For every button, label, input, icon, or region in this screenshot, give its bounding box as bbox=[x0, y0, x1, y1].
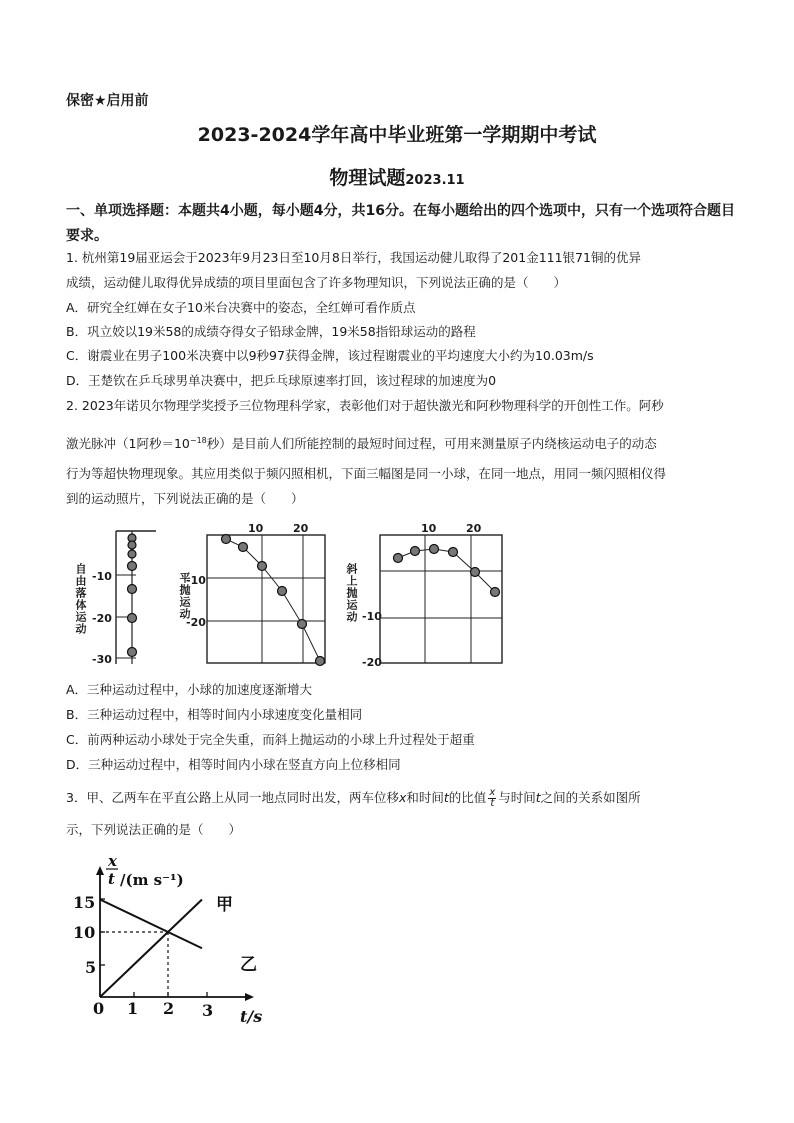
q1-option-b: B．巩立姣以19米58的成绩夺得女子铅球金牌，19米58指铅球运动的路程 bbox=[66, 324, 476, 339]
subject-title: 物理试题 bbox=[329, 167, 406, 189]
q2-stem-line2-b: 秒）是目前人们所能控制的最短时间过程，可用来测量原子内绕核运动电子的动态 bbox=[206, 436, 657, 452]
q3-ylabel-unit: /(m s⁻¹) bbox=[120, 871, 184, 889]
fig2-top-tick-10: 10 bbox=[248, 522, 264, 535]
q2-option-b: B．三种运动过程中，相等时间内小球速度变化量相同 bbox=[66, 707, 363, 722]
fig2-side-tick-10: -10 bbox=[186, 574, 206, 587]
q2-option-c: C．前两种运动小球处于完全失重，而斜上抛运动的小球上升过程处于超重 bbox=[66, 732, 475, 747]
q1-option-a: A．研究全红婵在女子10米台决赛中的姿态，全红婵可看作质点 bbox=[66, 300, 416, 315]
q3-var-t2: t bbox=[535, 790, 541, 805]
q2-stem-line1: 2. 2023年诺贝尔物理学奖授予三位物理科学家，表彰他们对于超快激光和阿秒物理科学的开创性工作。阿秒 bbox=[66, 398, 664, 413]
fig1-tick-30: -30 bbox=[92, 653, 112, 666]
section-heading: 一、单项选择题：本题共4小题，每小题4分，共16分。在每小题给出的四个选项中，只有一个选项符合题目要求。 bbox=[66, 203, 735, 244]
fig3-top-tick-20: 20 bbox=[466, 522, 482, 535]
q2-option-a: A．三种运动过程中，小球的加速度逐渐增大 bbox=[66, 682, 313, 697]
q3-xtick-0: 0 bbox=[93, 999, 105, 1018]
q3-stem-d: 与时间 bbox=[498, 790, 536, 805]
q1-option-c: C．谢震业在男子100米决赛中以9秒97获得金牌，该过程谢震业的平均速度大小约为10.03m/s bbox=[66, 348, 594, 363]
q3-xtick-1: 1 bbox=[127, 999, 139, 1018]
q1-stem-line1: 1. 杭州第19届亚运会于2023年9月23日至10月8日举行，我国运动健儿取得了201金111银71铜的优异 bbox=[66, 250, 641, 265]
q3-series-yi-line bbox=[100, 900, 202, 949]
q2-option-d: D．三种运动过程中，相等时间内小球在竖直方向上位移相同 bbox=[66, 757, 401, 772]
q3-xlabel: t/s bbox=[240, 1007, 263, 1026]
q3-stem-e: 之间的关系如图所 bbox=[540, 790, 641, 805]
fig1-tick-10: -10 bbox=[92, 570, 112, 583]
q3-xtick-2: 2 bbox=[163, 999, 175, 1018]
exam-subtitle bbox=[0, 163, 794, 190]
q3-stem-b: 和时间 bbox=[406, 790, 444, 805]
q1-option-d: D．王楚钦在乒乓球男单决赛中，把乒乓球原速率打回，该过程球的加速度为0 bbox=[66, 373, 497, 388]
fig2-top-tick-20: 20 bbox=[293, 522, 309, 535]
q3-stem-line2: 示，下列说法正确的是（ ） bbox=[66, 822, 242, 837]
q2-stem-line4: 到的运动照片，下列说法正确的是（ ） bbox=[66, 491, 304, 506]
fig1-label: 自由落体运动 bbox=[74, 563, 87, 635]
q3-ytick-10: 10 bbox=[73, 923, 96, 942]
q1-stem-line2: 成绩，运动健儿取得优异成绩的项目里面包含了许多物理知识，下列说法正确的是（ ） bbox=[66, 275, 567, 290]
q2-stem-line2-a: 激光脉冲（1阿秒＝10 bbox=[66, 436, 190, 452]
q3-series-jia-label: 甲 bbox=[216, 895, 233, 915]
q3-stem-a: 3．甲、乙两车在平直公路上从同一地点同时出发，两车位移 bbox=[66, 790, 399, 805]
q2-stem-line2 bbox=[66, 431, 736, 454]
q3-ylabel-x: x bbox=[108, 852, 117, 870]
fig3-side-tick-10: -10 bbox=[362, 610, 382, 623]
fig1-freefall-photo bbox=[112, 528, 158, 668]
q3-ylabel-t: t bbox=[108, 870, 115, 888]
exam-date: 2023.11 bbox=[405, 173, 465, 188]
q3-ratio-fraction: $\frac{x}{t}$ bbox=[489, 787, 496, 809]
q2-stem-line3: 行为等超快物理现象。其应用类似于频闪照相机，下面三幅图是同一小球，在同一地点，用同一频闪照相仪得 bbox=[66, 466, 667, 481]
q3-y-axis-arrow bbox=[96, 866, 104, 875]
q3-var-x: x bbox=[398, 790, 407, 805]
q3-ytick-15: 15 bbox=[73, 893, 96, 912]
q3-xtick-3: 3 bbox=[202, 1001, 214, 1020]
q3-series-yi-label: 乙 bbox=[240, 955, 257, 975]
fig2-label: 平抛运动 bbox=[178, 572, 191, 620]
q3-series-jia-line bbox=[100, 900, 202, 998]
fig3-top-tick-10: 10 bbox=[421, 522, 437, 535]
fig1-tick-20: -20 bbox=[92, 612, 112, 625]
fig2-side-tick-20: -20 bbox=[186, 616, 206, 629]
q3-graph bbox=[70, 852, 280, 1027]
exam-title: 2023-2024学年高中毕业班第一学期期中考试 bbox=[197, 124, 597, 146]
q3-var-t: t bbox=[443, 790, 449, 805]
q3-ytick-5: 5 bbox=[85, 958, 97, 977]
fig3-side-tick-20: -20 bbox=[362, 656, 382, 669]
confidential-label: 保密★启用前 bbox=[66, 93, 149, 109]
fig3-label: 斜上抛运动 bbox=[345, 563, 358, 623]
q3-stem-line1 bbox=[66, 788, 736, 809]
fig2-projectile-photo bbox=[205, 533, 330, 668]
q3-series-group bbox=[100, 900, 202, 998]
fig3-oblique-projectile-photo bbox=[378, 533, 506, 668]
q3-x-axis-arrow bbox=[245, 993, 254, 1001]
q3-stem-c: 的比值 bbox=[448, 790, 487, 805]
q2-exponent: −18 bbox=[189, 436, 207, 445]
